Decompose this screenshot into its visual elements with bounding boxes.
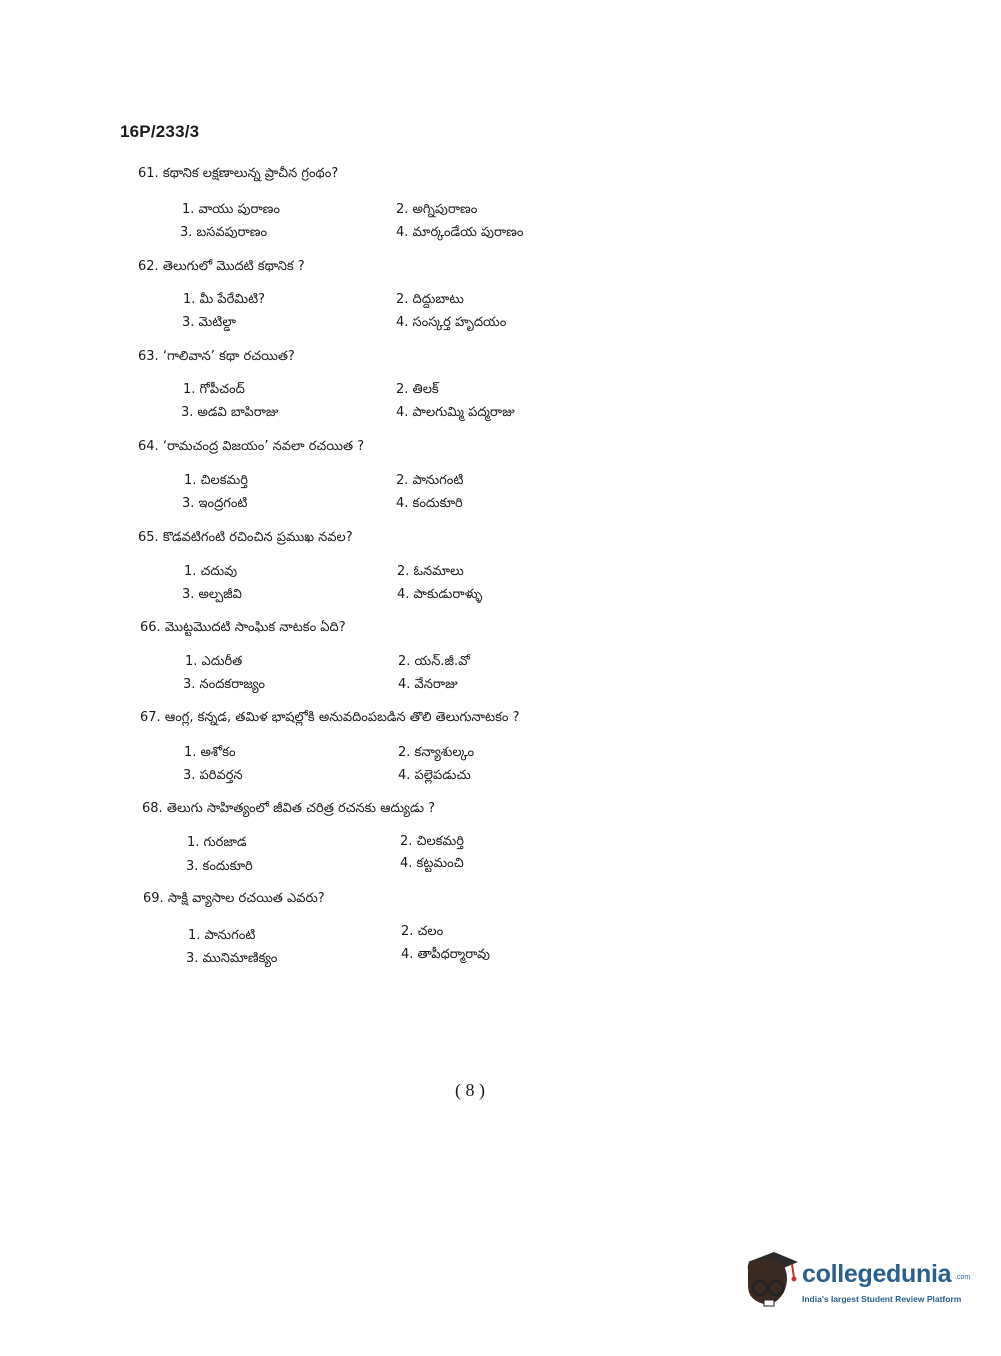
brand-dotcom: .com <box>955 1274 971 1281</box>
question-text: 66. మొట్టమొదటి సాంఘిక నాటకం ఏది? <box>140 620 346 635</box>
collegedunia-watermark <box>740 1248 970 1314</box>
paper-code: 16P/233/3 <box>120 122 200 141</box>
option-4: 4. పాకుడురాళ్ళు <box>397 587 483 602</box>
option-1: 1. చదువు <box>184 564 238 579</box>
question-text: 69. సాక్షి వ్యాసాల రచయిత ఎవరు? <box>143 891 325 906</box>
option-1: 1. గురజాడ <box>187 835 247 850</box>
question-text: 67. ఆంగ్ల, కన్నడ, తమిళ భాషల్లోకి అనువదింపబడిన తొలి తెలుగునాటకం ? <box>140 710 520 725</box>
option-2: 2. తిలక్ <box>396 382 439 397</box>
brand-tagline: India's largest Student Review Platform <box>802 1294 962 1304</box>
option-1: 1. చిలకమర్తి <box>184 473 248 488</box>
option-3: 3. బసవపురాణం <box>180 225 268 240</box>
brand-name: collegedunia <box>802 1260 952 1288</box>
page-number: ( 8 ) <box>455 1080 485 1100</box>
option-4: 4. మార్కండేయ పురాణం <box>396 225 524 240</box>
option-3: 3. అల్పజీవి <box>182 587 242 602</box>
option-1: 1. అశోకం <box>184 745 236 760</box>
option-2: 2. చలం <box>401 924 444 939</box>
option-2: 2. యన్.జీ.వో <box>398 654 470 669</box>
option-4: 4. పల్లెపడుచు <box>398 768 471 783</box>
option-1: 1. గోపీచంద్ <box>183 382 245 397</box>
option-1: 1. వాయు పురాణం <box>182 202 280 217</box>
option-2: 2. ఓనమాలు <box>397 564 464 579</box>
question-text: 61. కథానిక లక్షణాలున్న ప్రాచీన గ్రంథం? <box>138 166 339 181</box>
question-text: 65. కొడవటిగంటి రచించిన ప్రముఖ నవల? <box>138 530 353 545</box>
option-4: 4. తాపీధర్మారావు <box>401 947 490 962</box>
option-2: 2. దిద్దుబాటు <box>396 292 464 307</box>
option-3: 3. మెటిల్డా <box>182 315 236 330</box>
option-4: 4. కట్టమంచి <box>400 856 464 871</box>
question-text: 63. ‘గాలివాన’ కథా రచయిత? <box>138 349 295 364</box>
question-text: 68. తెలుగు సాహిత్యంలో జీవిత చరిత్ర రచనకు ఆద్యుడు ? <box>142 801 436 816</box>
option-1: 1. పానుగంటి <box>188 928 256 943</box>
option-2: 2. చిలకమర్తి <box>400 834 464 849</box>
option-3: 3. అడవి బాపిరాజు <box>181 405 279 420</box>
question-text: 62. తెలుగులో మొదటి కథానిక ? <box>138 259 305 274</box>
option-1: 1. మీ పేరేమిటి? <box>183 292 266 307</box>
option-3: 3. నందకరాజ్యం <box>183 677 265 692</box>
question-text: 64. ‘రామచంద్ర విజయం’ నవలా రచయిత ? <box>138 439 365 454</box>
option-2: 2. పానుగంటి <box>396 473 464 488</box>
option-4: 4. సంస్కర్త హృదయం <box>396 315 507 330</box>
option-4: 4. పాలగుమ్మి పద్మరాజు <box>396 405 515 420</box>
option-4: 4. వేనరాజు <box>398 677 458 692</box>
option-3: 3. కందుకూరి <box>186 859 253 874</box>
option-4: 4. కందుకూరి <box>396 496 463 511</box>
option-3: 3. ఇంద్రగంటి <box>182 496 248 511</box>
option-1: 1. ఎదురీత <box>185 654 243 669</box>
option-3: 3. పరివర్తన <box>183 768 243 783</box>
option-2: 2. కన్యాశుల్కం <box>398 745 475 760</box>
option-3: 3. మునిమాణిక్యం <box>186 951 278 966</box>
option-2: 2. అగ్నిపురాణం <box>396 202 478 217</box>
graduate-mascot-icon <box>740 1248 800 1314</box>
